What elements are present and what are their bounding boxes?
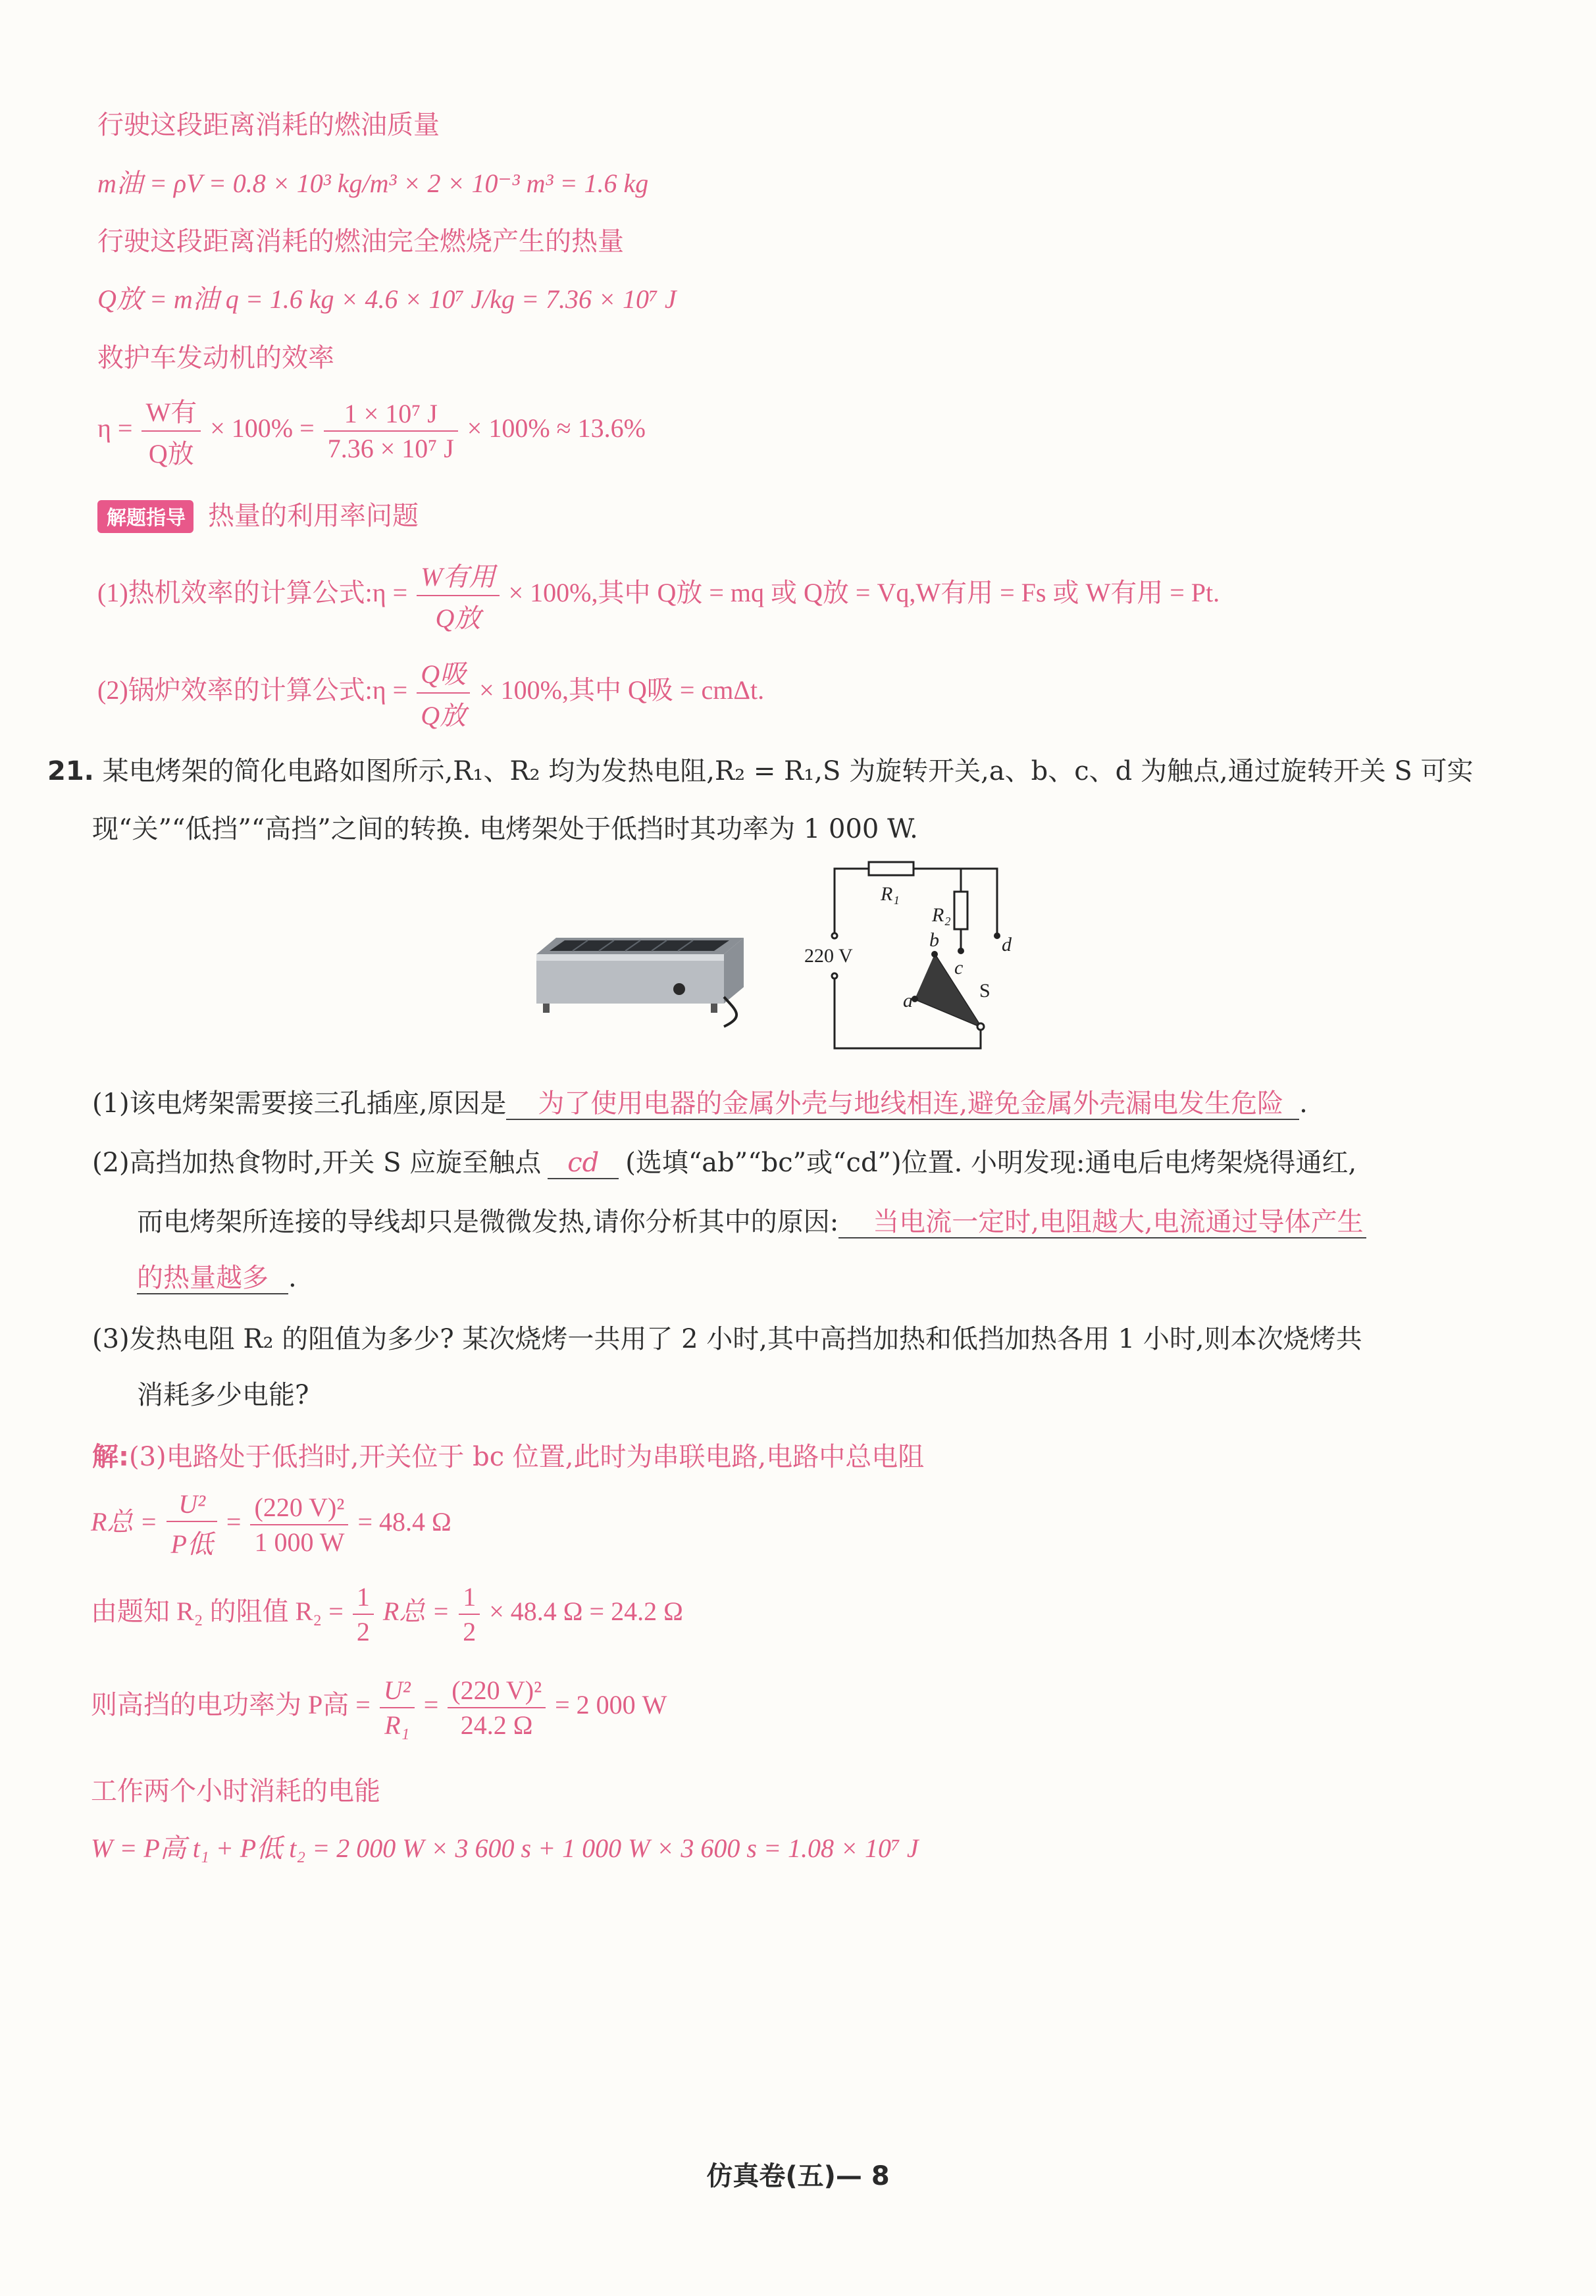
label-c: c xyxy=(954,957,964,979)
solution-label: 解: xyxy=(92,1442,129,1472)
q21-part-2c: 的热量越多 . xyxy=(137,1263,297,1293)
eq-r2: 由题知 R₂ 的阻值 R₂ = $\frac{1}{2}$ R总 = $\frac{1}{2}$ × 48.4 Ω = 24.2 Ω xyxy=(91,1582,683,1646)
label-a: a xyxy=(903,990,913,1011)
guide-formula-2 xyxy=(97,653,764,732)
eq-total-resistance: R总 = $\frac{\text{U²}}{\text{P低}}$ = $\frac{\text{(220 V)²}}{1 000 W}$ = 48.4 Ω xyxy=(91,1489,451,1561)
contact-b xyxy=(931,951,938,957)
circuit-diagram xyxy=(777,855,1027,1059)
q21-p1-text: (1)该电烤架需要接三孔插座,原因是 xyxy=(92,1088,507,1119)
ph-fraction-2: $\frac{\text{(220 V)²}}{24.2 \Omega}$ xyxy=(448,1675,546,1741)
grill-front-panel xyxy=(536,954,724,1004)
q21-part-2b xyxy=(137,1201,1366,1238)
q21-p2b-text: 而电烤架所连接的导线却只是微微发热,请你分析其中的原因: xyxy=(137,1207,839,1237)
text-heat-label: 行驶这段距离消耗的燃油完全燃烧产生的热量 xyxy=(97,226,624,257)
q21-p2b-answer: 当电流一定时,电阻越大,电流通过导体产生 xyxy=(838,1207,1366,1238)
eta-rhs: × 100% ≈ 13.6% xyxy=(467,413,646,444)
q21-part-3: (3)发热电阻 R₂ 的阻值为多少? 某次烧烤一共用了 2 小时,其中高挡加热和低挡加热各用 1 小时,则本次烧烤共 xyxy=(92,1324,1362,1354)
rotary-switch xyxy=(915,954,981,1027)
label-r1: R₁ xyxy=(881,883,900,905)
ph-fraction-1: $\frac{\text{U²}}{\text{R₁}}$ xyxy=(380,1675,415,1741)
solution-step-1: (3)电路处于低挡时,开关位于 bc 位置,此时为串联电路,电路中总电阻 xyxy=(129,1442,925,1472)
grill-image xyxy=(527,918,744,1033)
q21-stem-line-1 xyxy=(47,750,1474,788)
label-s: S xyxy=(979,980,991,1002)
solution-intro xyxy=(92,1436,924,1473)
eq-energy: W = P高 t₁ + P低 t₂ = 2 000 W × 3 600 s + 1 000 W × 3 600 s = 1.08 × 10⁷ J xyxy=(91,1833,919,1863)
q21-stem-1: 某电烤架的简化电路如图所示,R₁、R₂ 均为发热电阻,R₂ = R₁,S 为旋转开关,a、b、c、d 为触点,通过旋转开关 S 可实 xyxy=(102,756,1474,786)
guide-tag: 解题指导 xyxy=(97,500,193,533)
eq-high-power: 则高挡的电功率为 P高 = $\frac{\text{U²}}{\text{R₁}}$ = $\frac{\text{(220 V)²}}{24.2 \Omega}$ = 2 000 W xyxy=(91,1675,667,1740)
eq-efficiency xyxy=(97,392,646,471)
q21-p2-post: (选填“ab”“bc”或“cd”)位置. 小明发现:通电后电烤架烧得通红, xyxy=(625,1148,1357,1178)
page-footer: 仿真卷(五)— 8 xyxy=(706,2161,890,2191)
switch-pivot xyxy=(977,1023,984,1030)
q21-p1-answer: 为了使用电器的金属外壳与地线相连,避免金属外壳漏电发生危险 xyxy=(506,1088,1299,1120)
label-d: d xyxy=(1002,934,1012,956)
contact-d xyxy=(994,932,1000,939)
q21-stem-2: 现“关”“低挡”“高挡”之间的转换. 电烤架处于低挡时其功率为 1 000 W. xyxy=(92,814,918,844)
q21-part-1: (1)该电烤架需要接三孔插座,原因是 为了使用电器的金属外壳与地线相连,避免金属外壳漏电发生危险 . xyxy=(92,1088,1308,1119)
guide-header xyxy=(97,495,419,533)
contact-c xyxy=(958,948,964,954)
r-fraction-2: $\frac{\text{(220 V)²}}{1 000 W}$ xyxy=(250,1492,348,1558)
grill-grate xyxy=(550,940,729,951)
label-b: b xyxy=(929,929,939,951)
guide-f2-post: × 100%,其中 Q吸 = cmΔt. xyxy=(479,675,765,705)
guide-f2-fraction: $\frac{\text{Q吸}}{\text{Q放}}$ xyxy=(417,653,470,732)
eta-fraction-2: $\frac{\text{1 × 10⁷ J}}{\text{7.36 × 10⁷ J}}$ xyxy=(324,398,458,464)
guide-f1-fraction: $\frac{\text{W有用}}{\text{Q放}}$ xyxy=(417,556,499,635)
eta-mid: × 100% = xyxy=(210,413,315,444)
q21-number: 21. xyxy=(47,756,94,786)
label-voltage: 220 V xyxy=(804,945,853,967)
grill-knob xyxy=(673,983,685,995)
text-fuel-mass-label: 行驶这段距离消耗的燃油质量 xyxy=(97,110,440,140)
text-efficiency-label: 救护车发动机的效率 xyxy=(97,343,334,373)
guide-f2-pre: (2)锅炉效率的计算公式:η = xyxy=(97,675,408,705)
guide-f1-post: × 100%,其中 Q放 = mq 或 Q放 = Vq,W有用 = Fs 或 W有用 = Pt. xyxy=(508,578,1220,608)
resistor-r1 xyxy=(869,862,914,875)
guide-f1-pre: (1)热机效率的计算公式:η = xyxy=(97,578,408,608)
r-fraction-1: $\frac{\text{U²}}{\text{P低}}$ xyxy=(167,1489,217,1561)
guide-title: 热量的利用率问题 xyxy=(208,501,419,531)
r2-half-1: $\frac{1}{2}$ xyxy=(353,1581,374,1647)
terminal-bottom xyxy=(832,973,837,979)
eq-heat: Q放 = m油 q = 1.6 kg × 4.6 × 10⁷ J/kg = 7.36 × 10⁷ J xyxy=(97,284,677,314)
q21-part-2 xyxy=(92,1142,1356,1179)
terminal-top xyxy=(832,933,837,938)
label-r2: R₂ xyxy=(932,904,951,926)
eq-fuel-mass: m油 = ρV = 0.8 × 10³ kg/m³ × 2 × 10⁻³ m³ = 1.6 kg xyxy=(97,168,649,198)
q21-p2c-answer: 的热量越多 xyxy=(137,1263,288,1294)
text-energy-label: 工作两个小时消耗的电能 xyxy=(91,1776,380,1806)
q21-p2-answer: cd xyxy=(548,1148,619,1179)
q21-p2-text: (2)高挡加热食物时,开关 S 应旋至触点 xyxy=(92,1148,542,1178)
r2-half-2: $\frac{1}{2}$ xyxy=(459,1581,480,1647)
guide-formula-1 xyxy=(97,556,1220,635)
q21-part-3b: 消耗多少电能? xyxy=(137,1380,309,1410)
resistor-r2 xyxy=(954,892,967,929)
eta-fraction-1: $\frac{\text{W有}}{\text{Q放}}$ xyxy=(142,392,201,471)
eta-lhs: η = xyxy=(97,413,133,444)
